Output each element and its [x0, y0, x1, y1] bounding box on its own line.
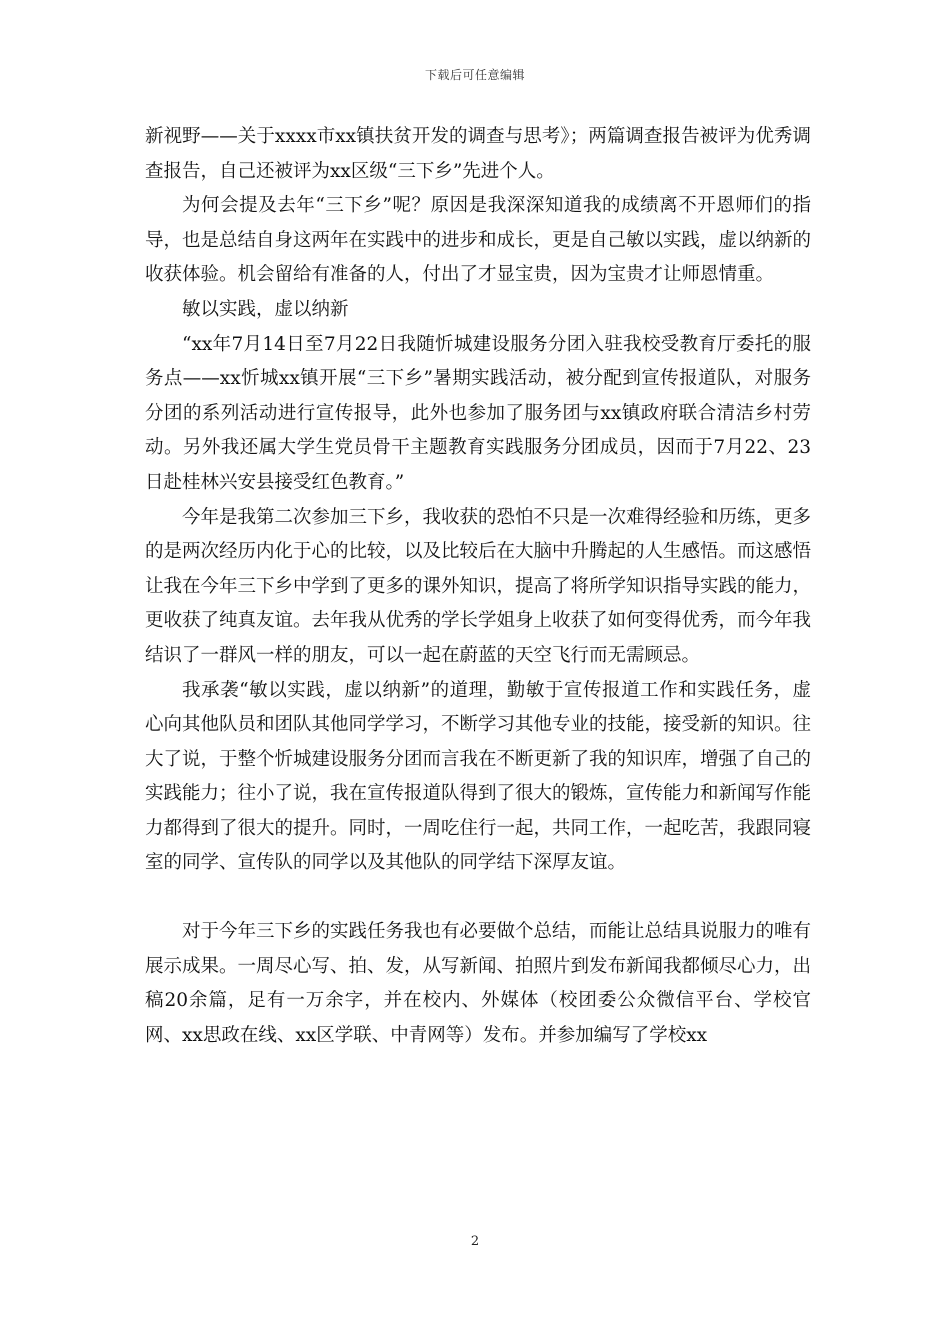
paragraph-second-visit: 今年是我第二次参加三下乡，我收获的恐怕不只是一次难得经验和历练，更多的是两次经历内化于心的比较，以及比较后在大脑中升腾起的人生感悟。而这感悟让我在今年三下乡中学到了更多的课外知识，提高了将所学知识指导实践的能力，更收获了纯真友谊。去年我从优秀的学长学姐身上收获了如何变得优秀，而今年我结识了一群风一样的朋友，可以一起在蔚蓝的天空飞行而无需顾忌。	[145, 506, 812, 666]
page-number: 2	[470, 1234, 480, 1249]
paragraph-reflection: 为何会提及去年“三下乡”呢？原因是我深深知道我的成绩离不开恩师们的指导，也是总结自身这两年在实践中的进步和成长，更是自己敏以实践，虚以纳新的收获体验。机会留给有准备的人，付出了才显宝贵，因为宝贵才让师恩情重。	[145, 195, 812, 286]
header-note: 下载后可任意编辑	[424, 68, 525, 82]
paragraph-learning: 我承袭“敏以实践，虚以纳新”的道理，勤敏于宣传报道工作和实践任务，虚心向其他队员和团队其他同学学习，不断学习其他专业的技能，接受新的知识。往大了说，于整个忻城建设服务分团而言我在不断更新了我的知识库，增强了自己的实践能力；往小了说，我在宣传报道队得到了很大的锻炼，宣传能力和新闻写作能力都得到了很大的提升。同时，一周吃住行一起，共同工作，一起吃苦，我跟同寝室的同学、宣传队的同学以及其他队的同学结下深厚友谊。	[145, 679, 812, 874]
paragraph-continuation: 新视野——关于xxxx市xx镇扶贫开发的调查与思考》；两篇调查报告被评为优秀调查报告，自己还被评为xx区级“三下乡”先进个人。	[145, 126, 811, 182]
paragraph-gap	[145, 881, 811, 915]
document-body	[145, 120, 811, 1053]
section-heading: 敏以实践，虚以纳新	[182, 298, 349, 320]
paragraph-summary: 对于今年三下乡的实践任务我也有必要做个总结，而能让总结具说服力的唯有展示成果。一周尽心写、拍、发，从写新闻、拍照片到发布新闻我都倾尽心力，出稿20余篇，足有一万余字，并在校内、外媒体（校团委公众微信平台、学校官网、xx思政在线、xx区学联、中青网等）发布。并参加编写了学校xx	[145, 921, 812, 1046]
paragraph-quote: “xx年7月14日至7月22日我随忻城建设服务分团入驻我校受教育厅委托的服务点——xx忻城xx镇开展“三下乡”暑期实践活动，被分配到宣传报道队，对服务分团的系列活动进行宣传报导，此外也参加了服务团与xx镇政府联合清洁乡村劳动。另外我还属大学生党员骨干主题教育实践服务分团成员，因而于7月22、23日赴桂林兴安县接受红色教育。”	[145, 333, 811, 493]
